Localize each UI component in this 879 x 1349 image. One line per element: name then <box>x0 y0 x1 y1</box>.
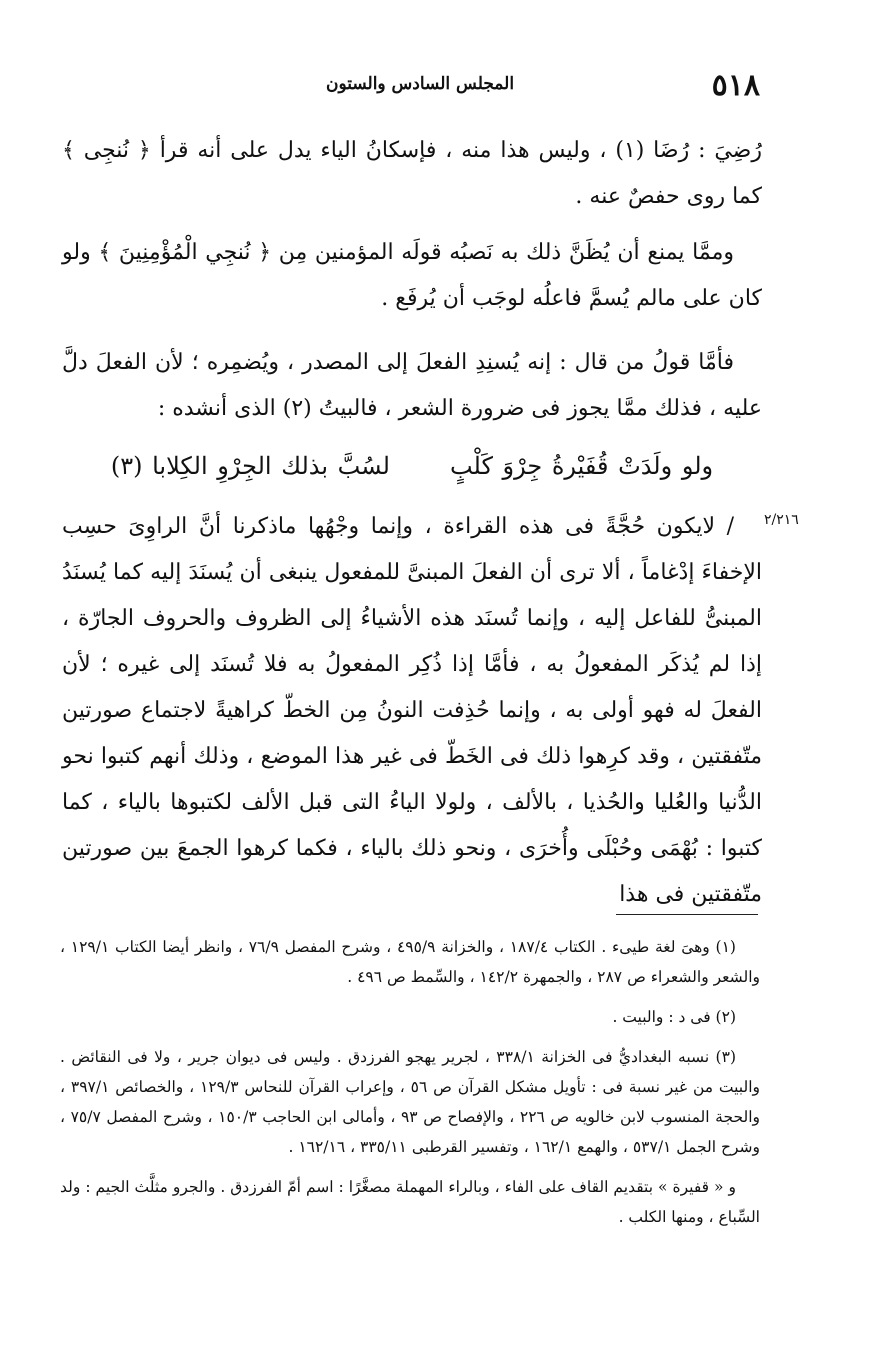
running-title: المجلس السادس والستون <box>325 74 515 94</box>
poetry-verse <box>62 442 762 490</box>
paragraph-3: فأمَّا قولُ من قال : إنه يُسنِدِ الفعلَ إلى المصدر ، ويُضمِره ؛ لأن الفعلَ دلَّ عليه ، فذلك ممَّا يجوز فى ضرورة الشعر ، فالبيتُ (٢) الذى أنشده : <box>62 350 762 421</box>
footnote-1: (١) وهىَ لغة طيىء . الكتاب ١٨٧/٤ ، والخزانة ٤٩٥/٩ ، وشرح المفصل ٧٦/٩ ، وانظر أيضا الكتاب ١٢٩/١ ، والشعر والشعراء ص ٢٨٧ ، والجمهرة ١٤٢/٢ ، والسِّمط ص ٤٩٦ . <box>60 938 760 986</box>
footnotes <box>60 932 760 1242</box>
paragraph-4: / لايكون حُجَّةً فى هذه القراءة ، وإنما وجْهُها ماذكرنا أنَّ الراوِىَ حسِب الإخفاءَ إدْغاماً ، ألا ترى أن الفعلَ المبنىَّ للمفعول ينبغى أن يُسنَدَ إليه كما يُسنَدُ المبنىُّ للفاعل إليه ، وإنما تُسنَد هذه الأشياءُ إلى الظروف والحروف الجارّة ، إذا لم يُذكَر المفعولُ به ، فأمَّا إذا ذُكِر المفعولُ به فلا تُسنَد إلى غيره ؛ لأن الفعلَ له فهو أولى به ، وإنما حُذِفت النونُ مِن الخطّ كراهيةً لاجتماع صورتين متّفقتين ، وقد كرِهوا ذلك فى الخَطّ فى غير هذا الموضع ، وذلك أنهم كتبوا نحو الدُّنيا والعُليا والحُذيا ، بالألف ، ولولا الياءُ التى قبل الألف لكتبوها بالياء ، كما كتبوا : بُهْمَى وحُبْلَى وأُخرَى ، ونحو ذلك بالياء ، فكما كرهوا الجمعَ بين صورتين متّفقتين فى هذا <box>62 514 762 907</box>
paragraph-1: رُضِيَ : رُضَا (١) ، وليس هذا منه ، فإسكانُ الياء يدل على أنه قرأ ﴿ نُنجِى ﴾ كما روى حفصٌ عنه . <box>62 138 762 209</box>
page-number: ٥١٨ <box>711 68 760 103</box>
footnote-3: (٣) نسبه البغداديُّ فى الخزانة ٣٣٨/١ ، لجرير يهجو الفرزدق . وليس فى ديوان جرير ، ولا فى النقائض . والبيت من غير نسبة فى : تأويل مشكل القرآن ص ٥٦ ، وإعراب القرآن للنحاس ١٢٩/٣ ، والخصائص ٣٩٧/١ ، والحجة المنسوب لابن خالويه ص ٢٢٦ ، والإفصاح ص ٩٣ ، وأمالى ابن الحاجب ١٥٠/٣ ، وشرح المفصل ٧٥/٧ ، وشرح الجمل ٥٣٧/١ ، والهمع ١٦٢/١ ، وتفسير القرطبى ٣٣٥/١١ ، ١٦٢/١٦ . <box>60 1048 760 1156</box>
footnote-separator <box>616 914 758 915</box>
verse-second-hemistich: لسُبَّ بذلك الجِرْوِ الكِلابا (٣) <box>110 452 390 480</box>
footnote-commentary: و « قفيرة » بتقديم القاف على الفاء ، وبالراء المهملة مصغَّرًا : اسم أمّ الفرزدق . والجرو مثلَّث الجيم : ولد السِّباع ، ومنها الكلب . <box>60 1178 760 1226</box>
footnote-2: (٢) فى د : والبيت . <box>612 1008 736 1026</box>
page-header <box>80 68 760 108</box>
margin-reference: ٢/٢١٦ <box>764 512 799 528</box>
verse-first-hemistich: ولو ولَدَتْ قُفَيْرةُ جِرْوَ كَلْبٍ <box>449 452 714 480</box>
paragraph-2: وممَّا يمنع أن يُظَنَّ ذلك به نَصبُه قولَه المؤمنين مِن ﴿ نُنجِي الْمُؤْمِنِينَ ﴾ ولو كان على مالم يُسمَّ فاعلُه لوجَب أن يُرفَع . <box>62 240 762 311</box>
main-text <box>62 128 762 936</box>
